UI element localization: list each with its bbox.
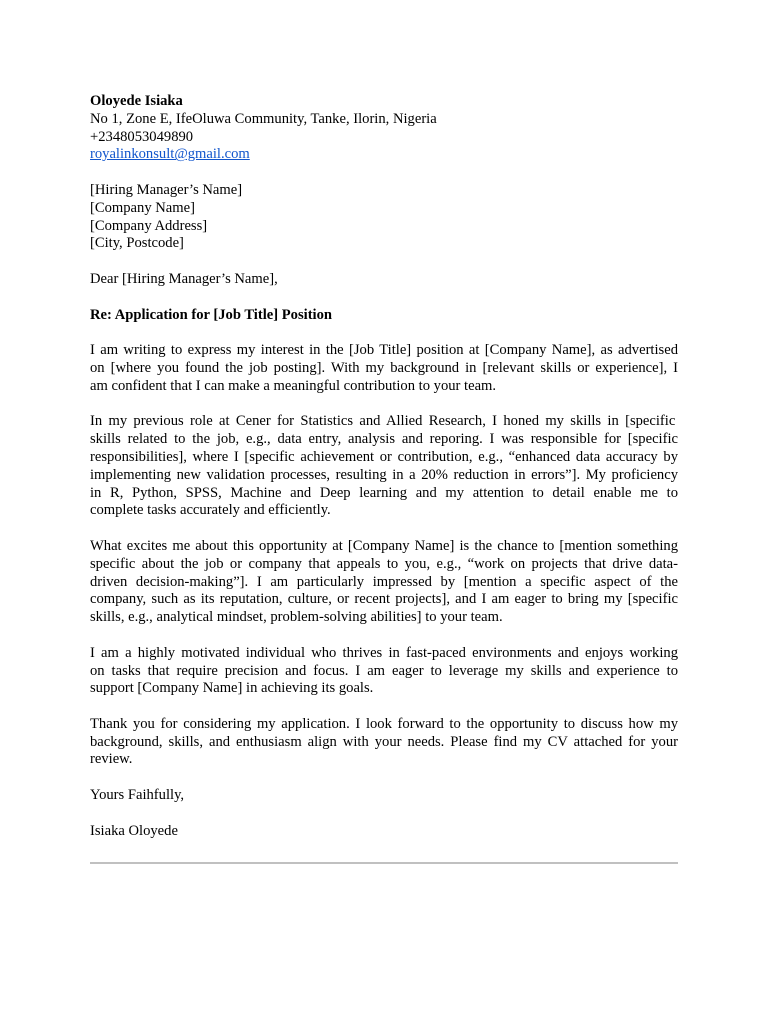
closing: Yours Faihfully,	[90, 787, 185, 804]
paragraph-line: implementing new validation processes, resulting in a 20% reduction in errors”]. My proficiency	[90, 466, 678, 483]
paragraph-line: company, such as its reputation, culture, or recent projects], and I am eager to bring my [specific	[90, 591, 678, 608]
body-paragraph-5	[90, 716, 678, 769]
sender-block	[90, 93, 678, 164]
subject-line: Re: Application for [Job Title] Position	[90, 306, 333, 323]
paragraph-line: review.	[90, 751, 133, 768]
sender-phone: +2348053049890	[90, 128, 194, 145]
paragraph-line: What excites me about this opportunity at [Company Name] is the chance to [mention something	[90, 537, 678, 554]
paragraph-line: support [Company Name] in achieving its goals.	[90, 680, 374, 697]
sender-email-link[interactable]: royalinkonsult@gmail.com	[90, 146, 250, 163]
body-paragraph-2	[90, 413, 678, 520]
paragraph-line: I am writing to express my interest in the [Job Title] position at [Company Name], as advertised	[90, 342, 678, 359]
paragraph-line: am confident that I can make a meaningful contribution to your team.	[90, 377, 497, 394]
body-paragraph-3	[90, 538, 678, 627]
body-paragraph-1	[90, 342, 678, 395]
recipient-address: [Company Address]	[90, 217, 208, 234]
paragraph-line: in R, Python, SPSS, Machine and Deep learning and my attention to detail enable me to	[90, 484, 678, 501]
salutation: Dear [Hiring Manager’s Name],	[90, 270, 278, 287]
body-paragraph-4	[90, 645, 678, 698]
recipient-company: [Company Name]	[90, 199, 195, 216]
paragraph-line: skills, e.g., analytical mindset, problem-solving abilities] to your team.	[90, 609, 503, 626]
signature-name: Isiaka Oloyede	[90, 822, 178, 839]
letter-page	[90, 93, 678, 840]
paragraph-line: complete tasks accurately and efficiently.	[90, 502, 331, 519]
sender-address: No 1, Zone E, IfeOluwa Community, Tanke, Ilorin, Nigeria	[90, 110, 437, 127]
paragraph-line: Thank you for considering my application. I look forward to the opportunity to discuss how my	[90, 715, 678, 732]
paragraph-line: In my previous role at Cener for Statistics and Allied Research, I honed my skills in [specific	[90, 413, 676, 430]
sender-name: Oloyede Isiaka	[90, 93, 183, 109]
paragraph-line: on [where you found the job posting]. With my background in [relevant skills or experience], I	[90, 359, 678, 376]
paragraph-line: specific about the job or company that appeals to you, e.g., “work on projects that drive data-	[90, 555, 678, 572]
paragraph-line: skills related to the job, e.g., data entry, analysis and reporing. I was responsible for [specific	[90, 431, 678, 448]
paragraph-line: responsibilities], where I [specific achievement or contribution, e.g., “enhanced data accuracy by	[90, 448, 678, 465]
paragraph-line: driven decision-making”]. I am particularly impressed by [mention a specific aspect of the	[90, 573, 678, 590]
recipient-name: [Hiring Manager’s Name]	[90, 181, 243, 198]
recipient-block	[90, 182, 678, 253]
recipient-city: [City, Postcode]	[90, 235, 184, 252]
paragraph-line: on tasks that require precision and focus. I am eager to leverage my skills and experience to	[90, 662, 678, 679]
paragraph-line: background, skills, and enthusiasm align with your needs. Please find my CV attached for your	[90, 733, 678, 750]
page-divider	[90, 862, 678, 864]
paragraph-line: I am a highly motivated individual who thrives in fast-paced environments and enjoys working	[90, 644, 678, 661]
